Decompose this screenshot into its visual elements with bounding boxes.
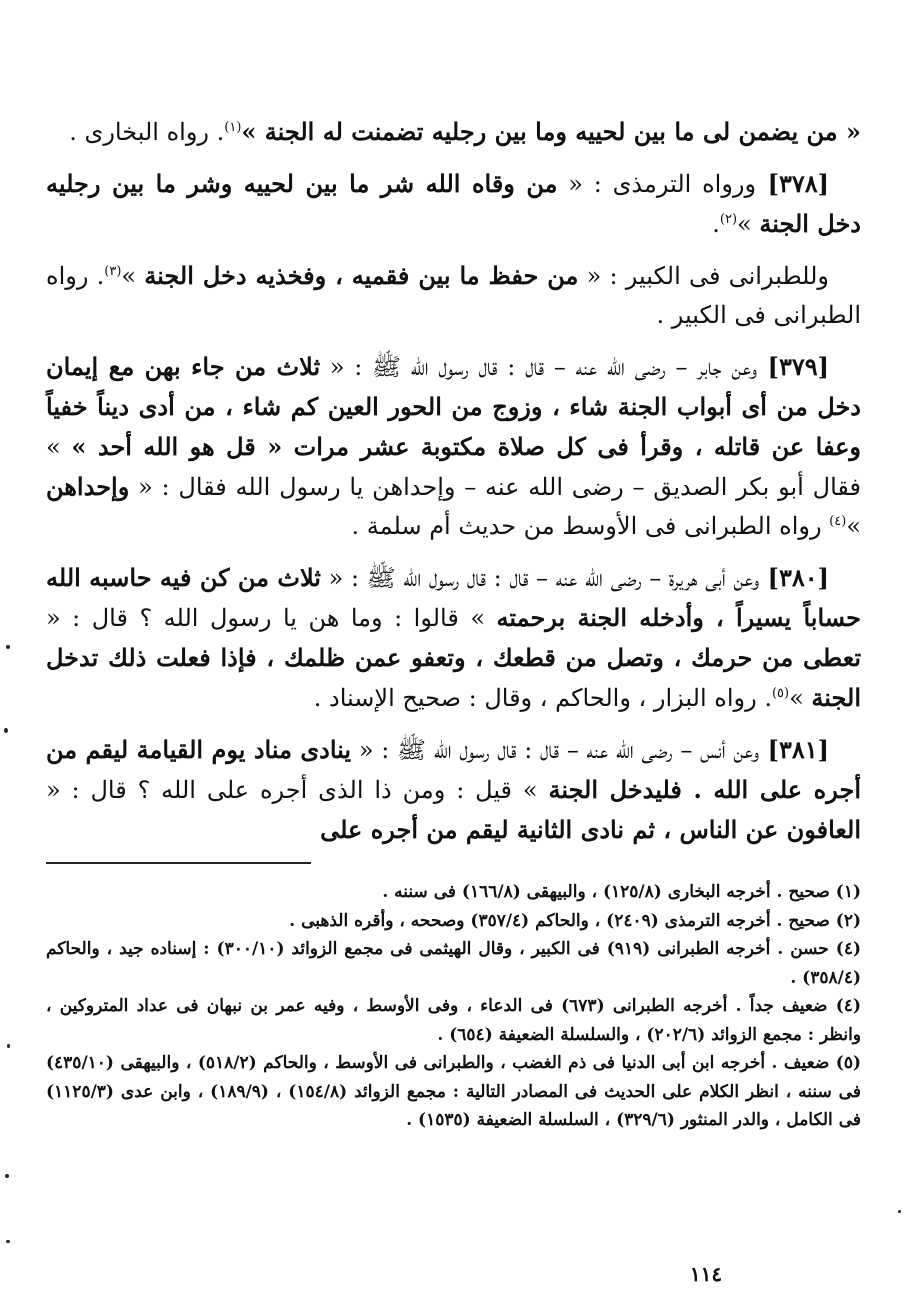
page-number: ١١٤ xyxy=(689,1262,723,1286)
footnote-ref: (١) xyxy=(224,120,242,135)
main-text xyxy=(46,112,861,850)
footnote-2: (٢) صحيح . أخرجه الترمذى (٢٤٠٩) ، والحاكم (٣٥٧/٤) وصححه ، وأقره الذهبى . xyxy=(289,910,861,931)
scan-speck xyxy=(4,728,8,733)
narration-text: . رواه البزار ، والحاكم ، وقال : صحيح الإسناد . xyxy=(313,684,772,712)
hadith-text: وإحداهن xyxy=(46,472,130,501)
footnote-ref: (٣) xyxy=(104,264,122,279)
narration-text: » قيل : ومن ذا الذى أجره على الله ؟ قال : « xyxy=(46,776,549,804)
hadith-text: من وقاه الله شر ما بين لحييه وشر ما بين رجليه دخل الجنة xyxy=(46,169,861,238)
footnote-1: (١) صحيح . أخرجه البخارى (١٢٥/٨) ، والبيهقى (١٦٦/٨) فى سننه . xyxy=(382,882,861,902)
narration-text: . رواه البخارى . xyxy=(69,118,225,146)
narration-text: » xyxy=(789,684,812,712)
paragraph-p6 xyxy=(46,730,861,850)
hadith-text: ينادى مناد يوم القيامة ليقم من أجره على الله . فليدخل الجنة xyxy=(46,735,861,804)
narration-text: » قالوا : وما هن يا رسول الله ؟ قال : « xyxy=(46,604,497,632)
footnote-ref: (٤) xyxy=(829,514,847,529)
page-body xyxy=(46,112,861,1135)
hadith-text: ثلاث من جاء بهن مع إيمان دخل من أى أبواب الجنة شاء ، وزوج من الحور العين كم شاء ، من أدى ديناً خفياً وعفا عن قاتله ، وقرأ فى كل صلاة مكتوبة عشر مرات « قل هو الله أحد » xyxy=(46,352,862,461)
narration-text: » xyxy=(121,262,145,290)
narration-text: ورواه الترمذى : « xyxy=(557,170,757,198)
scan-speck xyxy=(6,1240,10,1243)
scan-speck xyxy=(7,1044,10,1048)
narration-text: » xyxy=(846,512,861,540)
paragraph-p1 xyxy=(46,112,861,152)
paragraph-p4 xyxy=(46,347,861,546)
footnote-ref: (٥) xyxy=(771,686,790,701)
narration-text: وعن أنس – رضى الله عنه – قال : قال رسول الله ﷺ : « xyxy=(351,736,760,764)
hadith-number: [٣٧٩] xyxy=(757,352,829,381)
scan-speck xyxy=(898,1210,901,1213)
paragraph-p3 xyxy=(46,256,861,335)
footnote-5: (٥) ضعيف . أخرجه ابن أبى الدنيا فى ذم الغضب ، والطبرانى فى الأوسط ، والحاكم (٥١٨/٢) ، والبيهقى (٤٣٥/١٠) فى سننه ، انظر الكلام على الحديث فى المصادر التالية : مجمع الزوائد (١٥٤/٨) ، (١٨٩/٩) ، وابن عدى (١١٢٥/٣) فى الكامل ، والدر المنثور (٣٢٩/٦) ، السلسلة الضعيفة (١٥٣٥) . xyxy=(46,1053,861,1130)
footnote-4: (٤) ضعيف جداً . أخرجه الطبرانى (٦٧٣) فى الدعاء ، وفى الأوسط ، وفيه عمر بن نبهان فى عداد المتروكين ، وانظر : مجمع الزوائد (٢٠٢/٦) ، والسلسلة الضعيفة (٦٥٤) . xyxy=(46,996,861,1045)
footnote-3: (٤) حسن . أخرجه الطبرانى (٩١٩) فى الكبير ، وقال الهيثمى فى مجمع الزوائد (٣٠٠/١٠) : إسناده جيد ، والحاكم (٣٥٨/٤) . xyxy=(46,939,861,988)
hadith-number: [٣٧٨] xyxy=(756,169,830,198)
hadith-number: [٣٨١] xyxy=(759,735,829,764)
narration-text: . xyxy=(712,210,720,238)
footnotes xyxy=(46,878,861,1135)
narration-text: رواه الطبرانى فى الأوسط من حديث أم سلمة . xyxy=(351,512,830,540)
hadith-text: « من يضمن لى ما بين لحييه وما بين رجليه تضمنت له الجنة » xyxy=(241,117,861,146)
hadith-text: ثلاث من كن فيه حاسبه الله حساباً يسيراً ، وأدخله الجنة برحمته xyxy=(46,563,861,632)
narration-text: » فقال أبو بكر الصديق – رضى الله عنه – وإحداهن يا رسول الله فقال : « xyxy=(46,433,861,501)
scan-speck xyxy=(5,1174,9,1178)
hadith-text: من حفظ ما بين فقميه ، وفخذيه دخل الجنة xyxy=(144,261,579,290)
hadith-text: تعطى من حرمك ، وتصل من قطعك ، وتعفو عمن ظلمك ، فإذا فعلت ذلك تدخل الجنة xyxy=(46,643,861,712)
hadith-text: العافون عن الناس ، ثم نادى الثانية ليقم من أجره على xyxy=(320,815,861,844)
footnote-divider xyxy=(46,862,311,864)
paragraph-p5 xyxy=(46,558,861,718)
narration-text: وللطبرانى فى الكبير : « xyxy=(578,262,829,290)
hadith-number: [٣٨٠] xyxy=(759,563,830,592)
narration-text: وعن جابر – رضى الله عنه – قال : قال رسول الله ﷺ : « xyxy=(320,353,758,381)
footnote-ref: (٢) xyxy=(719,212,738,227)
paragraph-p2 xyxy=(46,164,861,244)
narration-text: » xyxy=(737,210,760,238)
narration-text: . رواه الطبرانى فى الكبير . xyxy=(46,262,861,329)
scan-speck xyxy=(6,645,10,649)
narration-text: وعن أبى هريرة – رضى الله عنه – قال : قال رسول الله ﷺ : « xyxy=(320,564,760,592)
